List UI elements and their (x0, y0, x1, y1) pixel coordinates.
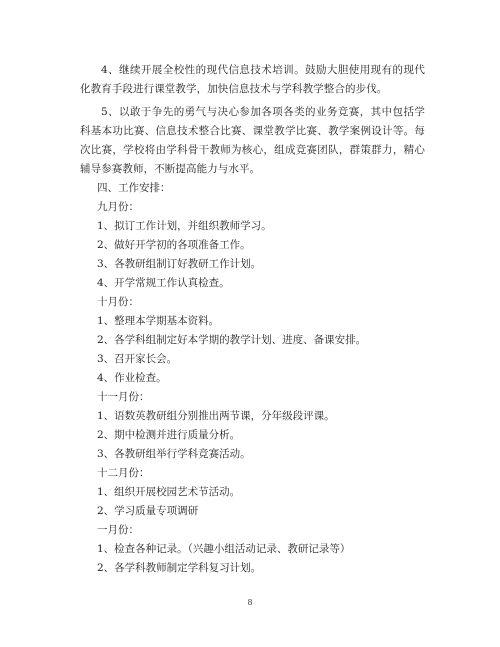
month-heading-november: 十一月份： (97, 391, 150, 403)
paragraph-item-4: 4、继续开展全校性的现代信息技术培训。鼓励大胆使用现有的现代化教育手段进行课堂教学，加快信息技术与学科教学整合的步伐。 (80, 64, 425, 95)
list-item: 2、学习质量专项调研 (97, 505, 199, 517)
month-heading-january: 一月份： (97, 524, 139, 536)
list-item: 3、各教研组制订好教研工作计划。 (97, 258, 262, 270)
list-item: 1、检查各种记录。（兴趣小组活动记录、教研记录等） (97, 543, 351, 555)
list-item: 2、各学科组制定好本学期的教学计划、进度、备课安排。 (97, 334, 367, 346)
list-item: 1、组织开展校园艺术节活动。 (97, 486, 241, 498)
list-item: 3、各教研组举行学科竞赛活动。 (97, 448, 251, 460)
paragraph-item-5: 5、以敢于争先的勇气与决心参加各项各类的业务竞赛，其中包括学科基本功比赛、信息技术整合比赛、课堂教学比赛、教学案例设计等。每次比赛，学校将由学科骨干教师为核心，组成竞赛团队，群策群力，精心辅导参赛教师，不断提高能力与水平。 (80, 106, 425, 175)
list-item: 1、语数英教研组分别推出两节课，分年级段评课。 (97, 410, 335, 422)
list-item: 1、拟订工作计划，并组织教师学习。 (97, 220, 272, 232)
month-heading-december: 十二月份： (97, 467, 150, 479)
list-item: 2、做好开学初的各项准备工作。 (97, 239, 251, 251)
list-item: 2、期中检测并进行质量分析。 (97, 429, 241, 441)
month-heading-september: 九月份： (97, 201, 139, 213)
list-item: 1、整理本学期基本资料。 (97, 315, 220, 327)
month-heading-october: 十月份： (97, 296, 139, 308)
section-heading: 四、工作安排： (97, 182, 171, 194)
list-item: 3、召开家长会。 (97, 353, 178, 365)
list-item: 4、开学常规工作认真检查。 (97, 277, 230, 289)
list-item: 2、各学科教师制定学科复习计划。 (97, 562, 262, 574)
page-number: 8 (247, 598, 253, 607)
list-item: 4、作业检查。 (97, 372, 167, 384)
document-body (80, 61, 425, 578)
